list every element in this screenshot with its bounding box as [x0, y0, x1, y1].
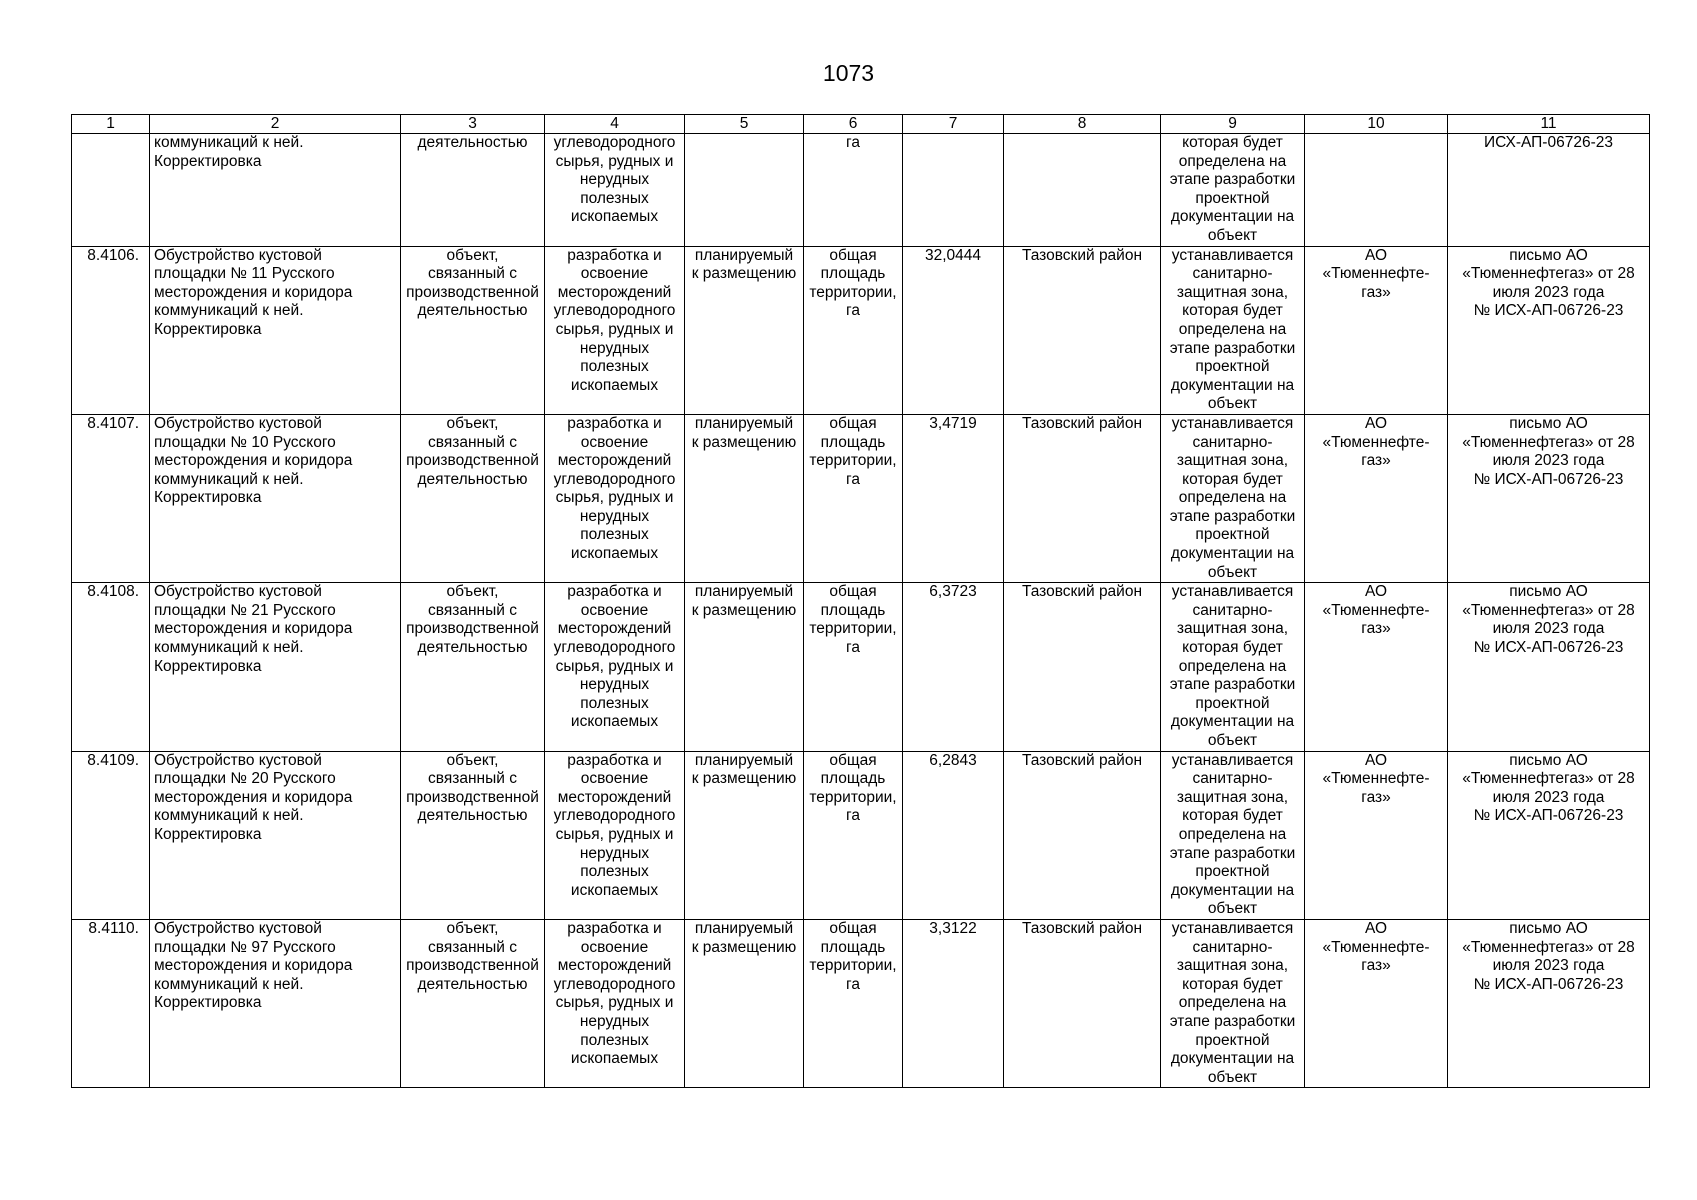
cell-basis: письмо АО «Тюменнефтегаз» от 28 июля 2023 года № ИСХ-АП-06726-23 [1448, 583, 1650, 751]
cell-object-type: объект, связанный с производственной деятельностью [401, 751, 545, 919]
cell-purpose: углеводородного сырья, рудных и нерудных полезных ископаемых [545, 134, 685, 247]
table-row [72, 414, 1650, 582]
cell-status: планируемый к размещению [685, 751, 804, 919]
table-row [72, 583, 1650, 751]
cell-value [903, 134, 1004, 247]
cell-location: Тазовский район [1004, 246, 1161, 414]
cell-characteristic: общая площадь территории, га [804, 919, 903, 1087]
table-header-row [72, 115, 1650, 134]
table-row [72, 751, 1650, 919]
column-header: 4 [545, 115, 685, 134]
cell-characteristic: га [804, 134, 903, 247]
table-row [72, 919, 1650, 1087]
cell-organization [1305, 134, 1448, 247]
cell-number: 8.4107. [72, 414, 150, 582]
cell-number: 8.4106. [72, 246, 150, 414]
column-header: 8 [1004, 115, 1161, 134]
cell-zone: которая будет определена на этапе разработки проектной документации на объект [1161, 134, 1305, 247]
cell-organization: АО «Тюменнефте- газ» [1305, 583, 1448, 751]
cell-status: планируемый к размещению [685, 414, 804, 582]
cell-organization: АО «Тюменнефте- газ» [1305, 751, 1448, 919]
cell-status: планируемый к размещению [685, 583, 804, 751]
cell-characteristic: общая площадь территории, га [804, 246, 903, 414]
column-header: 7 [903, 115, 1004, 134]
cell-object-name: Обустройство кустовой площадки № 97 Русского месторождения и коридора коммуникаций к ней. Корректировка [150, 919, 401, 1087]
cell-value: 32,0444 [903, 246, 1004, 414]
table-row [72, 246, 1650, 414]
cell-status: планируемый к размещению [685, 919, 804, 1087]
cell-organization: АО «Тюменнефте- газ» [1305, 414, 1448, 582]
cell-location [1004, 134, 1161, 247]
cell-object-type: объект, связанный с производственной деятельностью [401, 414, 545, 582]
cell-object-type: деятельностью [401, 134, 545, 247]
cell-value: 3,4719 [903, 414, 1004, 582]
column-header: 3 [401, 115, 545, 134]
cell-zone: устанавливается санитарно- защитная зона, которая будет определена на этапе разработки проектной документации на объект [1161, 751, 1305, 919]
column-header: 11 [1448, 115, 1650, 134]
cell-basis: письмо АО «Тюменнефтегаз» от 28 июля 2023 года № ИСХ-АП-06726-23 [1448, 751, 1650, 919]
registry-table [71, 114, 1650, 1088]
column-header: 5 [685, 115, 804, 134]
page-number: 1073 [822, 60, 875, 86]
cell-location: Тазовский район [1004, 414, 1161, 582]
cell-location: Тазовский район [1004, 919, 1161, 1087]
cell-object-name: Обустройство кустовой площадки № 11 Русского месторождения и коридора коммуникаций к ней. Корректировка [150, 246, 401, 414]
cell-number: 8.4108. [72, 583, 150, 751]
column-header: 10 [1305, 115, 1448, 134]
cell-number: 8.4110. [72, 919, 150, 1087]
cell-value: 6,3723 [903, 583, 1004, 751]
cell-number: 8.4109. [72, 751, 150, 919]
cell-basis: письмо АО «Тюменнефтегаз» от 28 июля 2023 года № ИСХ-АП-06726-23 [1448, 246, 1650, 414]
cell-characteristic: общая площадь территории, га [804, 751, 903, 919]
column-header: 6 [804, 115, 903, 134]
cell-status [685, 134, 804, 247]
cell-object-name: Обустройство кустовой площадки № 10 Русского месторождения и коридора коммуникаций к ней. Корректировка [150, 414, 401, 582]
cell-object-name: Обустройство кустовой площадки № 20 Русского месторождения и коридора коммуникаций к ней. Корректировка [150, 751, 401, 919]
cell-location: Тазовский район [1004, 583, 1161, 751]
cell-basis: ИСХ-АП-06726-23 [1448, 134, 1650, 247]
cell-zone: устанавливается санитарно- защитная зона, которая будет определена на этапе разработки проектной документации на объект [1161, 919, 1305, 1087]
cell-basis: письмо АО «Тюменнефтегаз» от 28 июля 2023 года № ИСХ-АП-06726-23 [1448, 919, 1650, 1087]
cell-purpose: разработка и освоение месторождений углеводородного сырья, рудных и нерудных полезных ископаемых [545, 583, 685, 751]
cell-characteristic: общая площадь территории, га [804, 583, 903, 751]
cell-basis: письмо АО «Тюменнефтегаз» от 28 июля 2023 года № ИСХ-АП-06726-23 [1448, 414, 1650, 582]
cell-object-name: Обустройство кустовой площадки № 21 Русского месторождения и коридора коммуникаций к ней. Корректировка [150, 583, 401, 751]
cell-object-type: объект, связанный с производственной деятельностью [401, 246, 545, 414]
cell-zone: устанавливается санитарно- защитная зона, которая будет определена на этапе разработки проектной документации на объект [1161, 583, 1305, 751]
cell-object-type: объект, связанный с производственной деятельностью [401, 583, 545, 751]
column-header: 1 [72, 115, 150, 134]
cell-purpose: разработка и освоение месторождений углеводородного сырья, рудных и нерудных полезных ископаемых [545, 919, 685, 1087]
cell-purpose: разработка и освоение месторождений углеводородного сырья, рудных и нерудных полезных ископаемых [545, 414, 685, 582]
column-header: 2 [150, 115, 401, 134]
cell-location: Тазовский район [1004, 751, 1161, 919]
column-header: 9 [1161, 115, 1305, 134]
cell-value: 6,2843 [903, 751, 1004, 919]
cell-object-type: объект, связанный с производственной деятельностью [401, 919, 545, 1087]
table-row-continuation [72, 134, 1650, 247]
cell-organization: АО «Тюменнефте- газ» [1305, 246, 1448, 414]
cell-number [72, 134, 150, 247]
cell-characteristic: общая площадь территории, га [804, 414, 903, 582]
cell-zone: устанавливается санитарно- защитная зона, которая будет определена на этапе разработки проектной документации на объект [1161, 414, 1305, 582]
cell-purpose: разработка и освоение месторождений углеводородного сырья, рудных и нерудных полезных ископаемых [545, 751, 685, 919]
cell-organization: АО «Тюменнефте- газ» [1305, 919, 1448, 1087]
cell-zone: устанавливается санитарно- защитная зона, которая будет определена на этапе разработки проектной документации на объект [1161, 246, 1305, 414]
cell-status: планируемый к размещению [685, 246, 804, 414]
cell-object-name: коммуникаций к ней. Корректировка [150, 134, 401, 247]
cell-value: 3,3122 [903, 919, 1004, 1087]
cell-purpose: разработка и освоение месторождений углеводородного сырья, рудных и нерудных полезных ископаемых [545, 246, 685, 414]
